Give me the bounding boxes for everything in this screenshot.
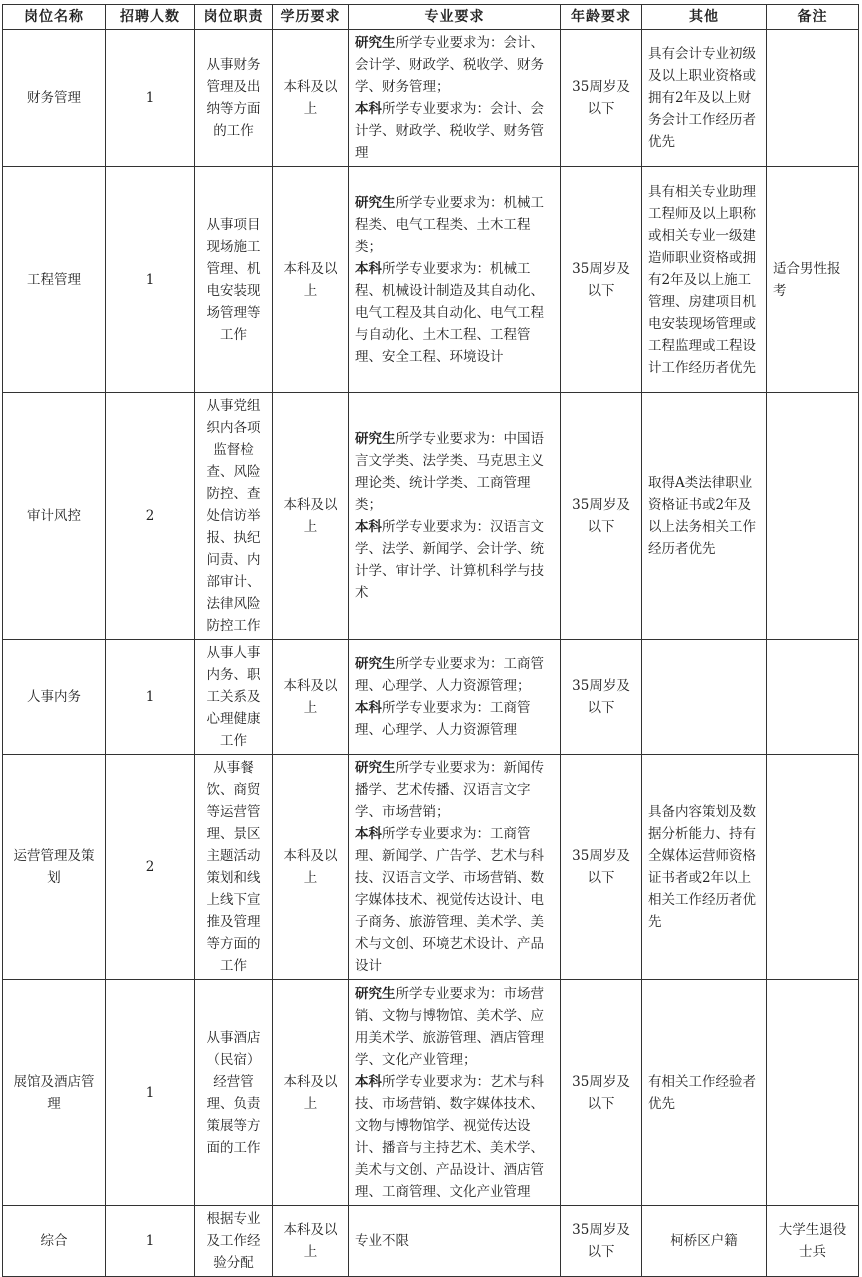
duty: 根据专业及工作经验分配 bbox=[195, 1206, 273, 1277]
major-requirement bbox=[349, 393, 561, 640]
duty: 从事酒店（民宿）经营管理、负责策展等方面的工作 bbox=[195, 980, 273, 1206]
table-row bbox=[3, 167, 859, 393]
ug-label: 本科 bbox=[355, 260, 382, 277]
education: 本科及以上 bbox=[273, 755, 349, 980]
duty: 从事党组织内各项监督检查、风险防控、查处信访举报、执纪问责、内部审计、法律风险防控工作 bbox=[195, 393, 273, 640]
education: 本科及以上 bbox=[273, 393, 349, 640]
duty: 从事人事内务、职工关系及心理健康工作 bbox=[195, 640, 273, 755]
major-requirement bbox=[349, 30, 561, 167]
recruitment-table bbox=[2, 4, 859, 1277]
major-requirement bbox=[349, 755, 561, 980]
header-other: 其他 bbox=[642, 5, 767, 30]
header-education: 学历要求 bbox=[273, 5, 349, 30]
note bbox=[767, 980, 859, 1206]
education: 本科及以上 bbox=[273, 167, 349, 393]
other: 具备内容策划及数据分析能力、持有全媒体运营师资格证书者或2年以上相关工作经历者优先 bbox=[642, 755, 767, 980]
grad-text: 所学专业要求为：新闻传播学、艺术传播、汉语言文字学、市场营销； bbox=[355, 760, 544, 820]
major-requirement bbox=[349, 980, 561, 1206]
table-row bbox=[3, 755, 859, 980]
other: 有相关工作经验者优先 bbox=[642, 980, 767, 1206]
grad-text: 所学专业要求为：中国语言文学类、法学类、马克思主义理论类、统计学类、工商管理类； bbox=[355, 431, 544, 513]
ug-label: 本科 bbox=[355, 700, 382, 716]
ug-label: 本科 bbox=[355, 826, 382, 842]
age: 35周岁及以下 bbox=[561, 167, 642, 393]
other: 柯桥区户籍 bbox=[642, 1206, 767, 1277]
header-headcount: 招聘人数 bbox=[106, 5, 195, 30]
other: 取得A类法律职业资格证书或2年及以上法务相关工作经历者优先 bbox=[642, 393, 767, 640]
grad-text: 所学专业要求为：工商管理、心理学、人力资源管理； bbox=[355, 656, 544, 694]
duty: 从事餐饮、商贸等运营管理、景区主题活动策划和线上线下宣推及管理等方面的工作 bbox=[195, 755, 273, 980]
ug-label: 本科 bbox=[355, 101, 382, 117]
duty: 从事项目现场施工管理、机电安装现场管理等工作 bbox=[195, 167, 273, 393]
major-requirement: 专业不限 bbox=[349, 1206, 561, 1277]
major-requirement bbox=[349, 167, 561, 393]
header-position-name: 岗位名称 bbox=[3, 5, 106, 30]
major-requirement bbox=[349, 640, 561, 755]
other bbox=[642, 640, 767, 755]
position-name: 综合 bbox=[3, 1206, 106, 1277]
age: 35周岁及以下 bbox=[561, 1206, 642, 1277]
position-name: 工程管理 bbox=[3, 167, 106, 393]
header-age: 年龄要求 bbox=[561, 5, 642, 30]
ug-text: 所学专业要求为：汉语言文学、法学、新闻学、会计学、统计学、审计学、计算机科学与技术 bbox=[355, 519, 544, 601]
age: 35周岁及以下 bbox=[561, 30, 642, 167]
grad-label: 研究生 bbox=[355, 760, 396, 776]
grad-label: 研究生 bbox=[355, 985, 396, 1002]
ug-text: 所学专业要求为：艺术与科技、市场营销、数字媒体技术、文物与博物馆学、视觉传达设计、播音与主持艺术、美术学、美术与文创、产品设计、酒店管理、工商管理、文化产业管理 bbox=[355, 1073, 544, 1200]
table-row bbox=[3, 980, 859, 1206]
age: 35周岁及以下 bbox=[561, 980, 642, 1206]
education: 本科及以上 bbox=[273, 30, 349, 167]
position-name: 财务管理 bbox=[3, 30, 106, 167]
grad-text: 所学专业要求为：会计、会计学、财政学、税收学、财务学、财务管理； bbox=[355, 35, 544, 95]
headcount: 2 bbox=[106, 755, 195, 980]
note bbox=[767, 393, 859, 640]
education: 本科及以上 bbox=[273, 1206, 349, 1277]
age: 35周岁及以下 bbox=[561, 755, 642, 980]
note bbox=[767, 640, 859, 755]
grad-text: 所学专业要求为：机械工程类、电气工程类、土木工程类； bbox=[355, 194, 544, 255]
table-row bbox=[3, 1206, 859, 1277]
ug-text: 所学专业要求为：机械工程、机械设计制造及其自动化、电气工程及其自动化、电气工程与自动化、土木工程、工程管理、安全工程、环境设计 bbox=[355, 260, 544, 365]
other: 具有会计专业初级及以上职业资格或拥有2年及以上财务会计工作经历者优先 bbox=[642, 30, 767, 167]
headcount: 1 bbox=[106, 980, 195, 1206]
header-note: 备注 bbox=[767, 5, 859, 30]
table-row bbox=[3, 640, 859, 755]
headcount: 1 bbox=[106, 1206, 195, 1277]
headcount: 1 bbox=[106, 167, 195, 393]
duty: 从事财务管理及出纳等方面的工作 bbox=[195, 30, 273, 167]
position-name: 审计风控 bbox=[3, 393, 106, 640]
position-name: 人事内务 bbox=[3, 640, 106, 755]
grad-label: 研究生 bbox=[355, 194, 396, 211]
headcount: 1 bbox=[106, 640, 195, 755]
ug-text: 所学专业要求为：工商管理、心理学、人力资源管理 bbox=[355, 700, 531, 738]
grad-label: 研究生 bbox=[355, 35, 396, 51]
table-row bbox=[3, 393, 859, 640]
headcount: 2 bbox=[106, 393, 195, 640]
ug-label: 本科 bbox=[355, 519, 382, 535]
grad-label: 研究生 bbox=[355, 431, 396, 447]
header-duty: 岗位职责 bbox=[195, 5, 273, 30]
education: 本科及以上 bbox=[273, 640, 349, 755]
ug-text: 所学专业要求为：工商管理、新闻学、广告学、艺术与科技、汉语言文学、市场营销、数字媒体技术、视觉传达设计、电子商务、旅游管理、美术学、美术与文创、环境艺术设计、产品设计 bbox=[355, 826, 544, 974]
header-row bbox=[3, 5, 859, 30]
ug-text: 所学专业要求为：会计、会计学、财政学、税收学、财务管理 bbox=[355, 101, 544, 161]
headcount: 1 bbox=[106, 30, 195, 167]
note bbox=[767, 30, 859, 167]
header-major: 专业要求 bbox=[349, 5, 561, 30]
note: 适合男性报考 bbox=[767, 167, 859, 393]
ug-label: 本科 bbox=[355, 1073, 382, 1090]
education: 本科及以上 bbox=[273, 980, 349, 1206]
position-name: 展馆及酒店管理 bbox=[3, 980, 106, 1206]
position-name: 运营管理及策划 bbox=[3, 755, 106, 980]
note: 大学生退役士兵 bbox=[767, 1206, 859, 1277]
age: 35周岁及以下 bbox=[561, 640, 642, 755]
age: 35周岁及以下 bbox=[561, 393, 642, 640]
grad-label: 研究生 bbox=[355, 656, 396, 672]
note bbox=[767, 755, 859, 980]
grad-text: 所学专业要求为：市场营销、文物与博物馆、美术学、应用美术学、旅游管理、酒店管理学、文化产业管理； bbox=[355, 985, 544, 1068]
other: 具有相关专业助理工程师及以上职称或相关专业一级建造师职业资格或拥有2年及以上施工管理、房建项目机电安装现场管理或工程监理或工程设计工作经历者优先 bbox=[642, 167, 767, 393]
table-row bbox=[3, 30, 859, 167]
